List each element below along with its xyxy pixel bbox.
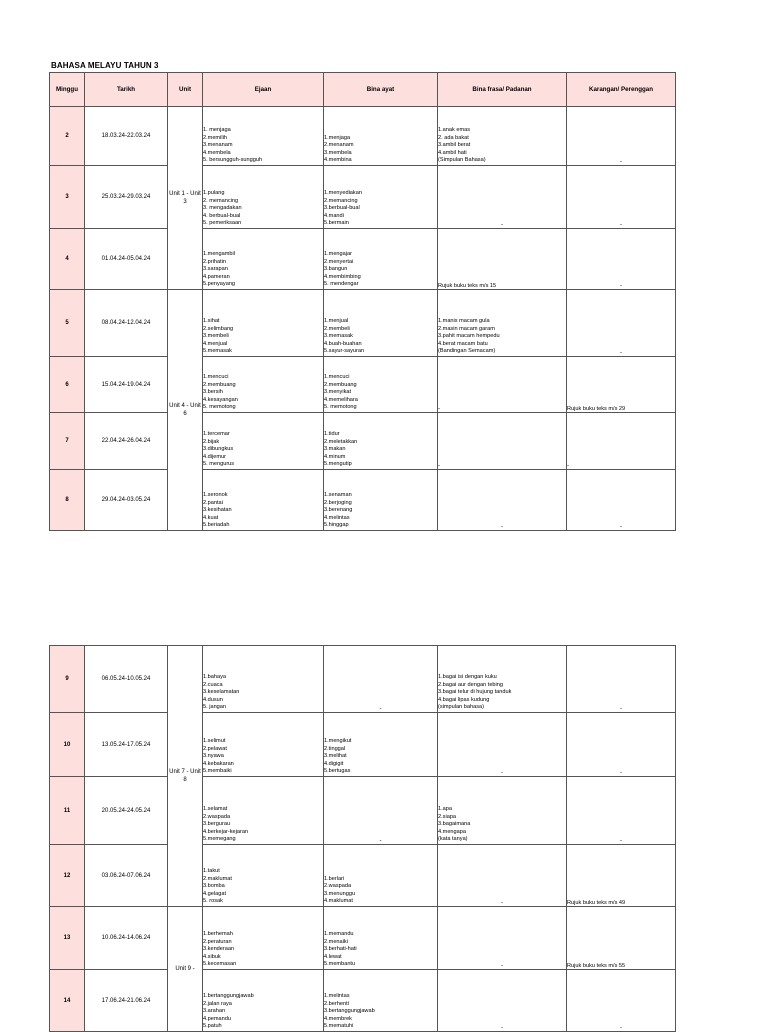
ejaan-cell	[203, 107, 324, 166]
header-bina-frasa: Bina frasa/ Padanan	[438, 73, 567, 107]
bina-frasa-cell: Rujuk buku teks m/s 15	[438, 229, 567, 290]
minggu-cell: 3	[50, 166, 85, 229]
tarikh-cell: 29.04.24-03.05.24	[85, 470, 168, 531]
ejaan-cell-line: 4. berbual-bual	[203, 212, 241, 219]
ejaan-cell-line: 2.pelawat	[203, 745, 227, 752]
ejaan-cell-line: 2. memancing	[203, 197, 239, 204]
bina-ayat-cell-line: 3.menunggu	[324, 890, 356, 897]
bina-ayat-cell-line: 2.berjoging	[324, 499, 352, 506]
bina-ayat-cell-line: 5.bertugas	[324, 768, 351, 775]
tarikh-cell: 20.05.24-24.05.24	[85, 777, 168, 845]
bina-ayat-cell-line: 1.mengajar	[324, 251, 352, 258]
ejaan-cell-line: 2.selimbang	[203, 325, 234, 332]
ejaan-cell	[203, 713, 324, 777]
bina-frasa-cell-line: 1.manis macam gula	[438, 318, 490, 325]
ejaan-cell-line: 1.mencuci	[203, 374, 229, 381]
table-row	[50, 290, 676, 357]
bina-ayat-cell	[324, 229, 438, 290]
ejaan-cell-line: 3.keselamatan	[203, 689, 240, 696]
bina-ayat-cell-line: 1.menyediakan	[324, 190, 362, 197]
unit-cell: Unit 7 - Unit 8	[168, 646, 203, 907]
document-title: BAHASA MELAYU TAHUN 3	[51, 61, 159, 70]
bina-ayat-cell-line: 3.menyikat	[324, 389, 352, 396]
bina-ayat-cell-line: 4.membimbing	[324, 273, 361, 280]
bina-ayat-cell-line: 1.mengikut	[324, 738, 352, 745]
ejaan-cell-line: 3.sarapan	[203, 266, 228, 273]
ejaan-cell-line: 4.kesayangan	[203, 396, 238, 403]
karangan-cell: -	[567, 970, 676, 1032]
ejaan-cell-line: 5.penyayang	[203, 281, 236, 288]
bina-frasa-cell-line: (simpulan bahasa)	[438, 704, 485, 711]
bina-ayat-cell	[324, 970, 438, 1032]
bina-frasa-cell	[438, 646, 567, 713]
ejaan-cell-line: 5.membaiki	[203, 768, 232, 775]
bina-frasa-cell-line: 2.masin macam garam	[438, 325, 495, 332]
bina-ayat-cell-line: 1.memandu	[324, 931, 354, 938]
bina-ayat-cell	[324, 413, 438, 470]
header-minggu: Minggu	[50, 73, 85, 107]
ejaan-cell-line: 3.membeli	[203, 333, 229, 340]
bina-frasa-cell-line: 4.ambil hati	[438, 149, 467, 156]
ejaan-cell-line: 5.beriadah	[203, 522, 230, 529]
table-row	[50, 970, 676, 1032]
bina-frasa-cell-line: 1.apa	[438, 806, 452, 813]
ejaan-cell-line: 5.memasak	[203, 348, 232, 355]
tarikh-cell: 17.06.24-21.06.24	[85, 970, 168, 1032]
ejaan-cell-line: 3.bersih	[203, 389, 223, 396]
bina-ayat-cell-line: 4.membina	[324, 157, 352, 164]
minggu-cell: 4	[50, 229, 85, 290]
bina-ayat-cell-line: 2.berhenti	[324, 1000, 349, 1007]
ejaan-cell-line: 1. menjaga	[203, 127, 231, 134]
bina-ayat-cell-line: 4.membrek	[324, 1015, 352, 1022]
ejaan-cell-line: 5. mengurus	[203, 461, 235, 468]
ejaan-cell	[203, 413, 324, 470]
table-row	[50, 107, 676, 166]
tarikh-cell: 10.06.24-14.06.24	[85, 907, 168, 970]
minggu-cell: 2	[50, 107, 85, 166]
ejaan-cell-line: 2.peraturan	[203, 938, 232, 945]
ejaan-cell-line: 4.berkejar-kejaran	[203, 828, 249, 835]
bina-ayat-cell-line: 1.tidur	[324, 431, 340, 438]
bina-frasa-cell	[438, 107, 567, 166]
bina-ayat-cell: -	[324, 646, 438, 713]
bina-ayat-cell	[324, 107, 438, 166]
ejaan-cell-line: 1.bahaya	[203, 674, 227, 681]
ejaan-cell-line: 3.arahan	[203, 1008, 226, 1015]
bina-ayat-cell	[324, 470, 438, 531]
bina-ayat-cell-line: 5.mengutip	[324, 461, 352, 468]
bina-ayat-cell-line: 5.mematuhi	[324, 1023, 354, 1030]
header-ejaan: Ejaan	[203, 73, 324, 107]
table-row	[50, 845, 676, 907]
bina-ayat-cell-line: 1.melintas	[324, 993, 350, 1000]
bina-frasa-cell-line: (Simpulan Bahasa)	[438, 157, 486, 164]
bina-ayat-cell-line: 2.membuang	[324, 381, 357, 388]
ejaan-cell	[203, 907, 324, 970]
ejaan-cell-line: 2.jalan raya	[203, 1000, 232, 1007]
ejaan-cell-line: 2.pantai	[203, 499, 223, 506]
table-row	[50, 413, 676, 470]
ejaan-cell-line: 1.pulang	[203, 190, 225, 197]
ejaan-cell-line: 1.tercemar	[203, 431, 230, 438]
tarikh-cell: 01.04.24-05.04.24	[85, 229, 168, 290]
ejaan-cell-line: 5.memegang	[203, 836, 236, 843]
ejaan-cell	[203, 290, 324, 357]
ejaan-cell-line: 4.membela	[203, 149, 231, 156]
bina-ayat-cell	[324, 713, 438, 777]
minggu-cell: 6	[50, 357, 85, 413]
bina-ayat-cell-line: 3.memasak	[324, 333, 353, 340]
ejaan-cell	[203, 845, 324, 907]
karangan-cell: Rujuk buku teks m/s 29	[567, 357, 676, 413]
minggu-cell: 5	[50, 290, 85, 357]
bina-ayat-cell	[324, 166, 438, 229]
header-tarikh: Tarikh	[85, 73, 168, 107]
ejaan-cell-line: 4.kuat	[203, 514, 219, 521]
karangan-cell: -	[567, 777, 676, 845]
ejaan-cell-line: 5.kecemasan	[203, 961, 237, 968]
ejaan-cell-line: 2.cuaca	[203, 681, 223, 688]
bina-ayat-cell-line: 2.menyertai	[324, 258, 354, 265]
ejaan-cell-line: 1.selimut	[203, 738, 226, 745]
karangan-cell: -	[567, 107, 676, 166]
ejaan-cell-line: 2.waspada	[203, 813, 231, 820]
ejaan-cell-line: 5. pemeriksaan	[203, 220, 242, 227]
ejaan-cell-line: 1.bertanggungjawab	[203, 993, 254, 1000]
bina-ayat-cell-line: 2.membeli	[324, 325, 350, 332]
header-unit: Unit	[168, 73, 203, 107]
bina-ayat-cell-line: 4.mandi	[324, 212, 344, 219]
bina-ayat-cell-line: 3.membela	[324, 149, 352, 156]
ejaan-cell-line: 2.bijak	[203, 438, 220, 445]
ejaan-cell-line: 4.gelagat	[203, 890, 227, 897]
bina-frasa-cell: -	[438, 970, 567, 1032]
table-row	[50, 166, 676, 229]
tarikh-cell: 18.03.24-22.03.24	[85, 107, 168, 166]
ejaan-cell-line: 4.kebakaran	[203, 760, 234, 767]
table-row	[50, 713, 676, 777]
ejaan-cell-line: 3.bomba	[203, 883, 225, 890]
karangan-cell: Rujuk buku teks m/s 55	[567, 907, 676, 970]
bina-ayat-cell-line: 3.melihat	[324, 753, 347, 760]
bina-ayat-cell-line: 2.menanam	[324, 142, 354, 149]
bina-ayat-cell-line: 2.menaiki	[324, 938, 348, 945]
bina-frasa-cell: -	[438, 357, 567, 413]
bina-ayat-cell	[324, 290, 438, 357]
bina-frasa-cell-line: 4.bagai lipas kudung	[438, 696, 490, 703]
bina-frasa-cell-line: 3.bagai telur di hujung tanduk	[438, 689, 512, 696]
ejaan-cell-line: 4.menjual	[203, 340, 228, 347]
table-row	[50, 646, 676, 713]
bina-ayat-cell-line: 1.senaman	[324, 492, 352, 499]
ejaan-cell-line: 5. jangan	[203, 704, 227, 711]
table-row	[50, 357, 676, 413]
bina-ayat-cell-line: 4.melintas	[324, 514, 350, 521]
minggu-cell: 14	[50, 970, 85, 1032]
bina-ayat-cell-line: 5.sayur-sayuran	[324, 348, 365, 355]
bina-ayat-cell-line: 1.menjaga	[324, 134, 351, 141]
ejaan-cell-line: 3.dibungkus	[203, 446, 234, 453]
bina-ayat-cell-line: 1.berlari	[324, 875, 345, 882]
bina-frasa-cell: -	[438, 166, 567, 229]
ejaan-cell-line: 1.mengambil	[203, 251, 236, 258]
header-karangan: Karangan/ Perenggan	[567, 73, 676, 107]
bina-frasa-cell	[438, 777, 567, 845]
bina-frasa-cell-line: 3.ambil berat	[438, 142, 471, 149]
karangan-cell: -	[567, 290, 676, 357]
table-row	[50, 229, 676, 290]
karangan-cell: Rujuk buku teks m/s 49	[567, 845, 676, 907]
bina-ayat-cell: -	[324, 777, 438, 845]
ejaan-cell	[203, 777, 324, 845]
bina-frasa-cell-line: (kata tanya)	[438, 836, 468, 843]
ejaan-cell-line: 3. mengadakan	[203, 205, 242, 212]
bina-frasa-cell-line: 3.bagaimana	[438, 821, 471, 828]
bina-ayat-cell-line: 4.lewat	[324, 953, 342, 960]
bina-frasa-cell: -	[438, 907, 567, 970]
bina-frasa-cell-line: 4.mengapa	[438, 828, 466, 835]
tarikh-cell: 08.04.24-12.04.24	[85, 290, 168, 357]
table-row	[50, 470, 676, 531]
tarikh-cell: 03.06.24-07.06.24	[85, 845, 168, 907]
bina-frasa-cell-line: 2. ada bakat	[438, 134, 469, 141]
ejaan-cell-line: 5. memotong	[203, 404, 236, 411]
bina-ayat-cell-line: 3.berhati-hati	[324, 946, 357, 953]
bina-ayat-cell-line: 1.menjual	[324, 318, 349, 325]
bina-ayat-cell-line: 3.bertanggungjawab	[324, 1008, 375, 1015]
karangan-cell: -	[567, 646, 676, 713]
ejaan-cell-line: 3.bergurau	[203, 821, 231, 828]
ejaan-cell-line: 1.seronok	[203, 492, 228, 499]
ejaan-cell-line: 4.pameran	[203, 273, 230, 280]
table-row	[50, 777, 676, 845]
bina-ayat-cell-line: 5.membantu	[324, 961, 356, 968]
bina-ayat-cell-line: 4.digigit	[324, 760, 344, 767]
tarikh-cell: 22.04.24-26.04.24	[85, 413, 168, 470]
bina-ayat-cell-line: 2.meletakkan	[324, 438, 358, 445]
ejaan-cell-line: 1.selamat	[203, 806, 228, 813]
ejaan-cell	[203, 970, 324, 1032]
bina-ayat-cell-line: 4.buah-buahan	[324, 340, 362, 347]
bina-ayat-cell-line: 4.minum	[324, 453, 346, 460]
ejaan-cell	[203, 646, 324, 713]
bina-frasa-cell: -	[438, 470, 567, 531]
bina-frasa-cell-line: 3.pahit macam hempedu	[438, 333, 500, 340]
ejaan-cell-line: 1.takut	[203, 868, 220, 875]
ejaan-cell-line: 1.berhemah	[203, 931, 233, 938]
karangan-cell: -	[567, 413, 676, 470]
ejaan-cell-line: 5. bersungguh-sungguh	[203, 157, 263, 164]
minggu-cell: 11	[50, 777, 85, 845]
tarikh-cell: 13.05.24-17.05.24	[85, 713, 168, 777]
unit-cell: Unit 1 - Unit 3	[168, 107, 203, 290]
ejaan-cell-line: 3.nyawa	[203, 753, 224, 760]
bina-frasa-cell: -	[438, 413, 567, 470]
bina-frasa-cell-line: 4.berat macam batu	[438, 340, 488, 347]
ejaan-cell-line: 4.dusun	[203, 696, 223, 703]
minggu-cell: 7	[50, 413, 85, 470]
bina-ayat-cell-line: 5. mendengar	[324, 281, 359, 288]
tarikh-cell: 06.05.24-10.05.24	[85, 646, 168, 713]
ejaan-cell	[203, 166, 324, 229]
schedule-table-1	[49, 72, 676, 531]
minggu-cell: 8	[50, 470, 85, 531]
bina-frasa-cell: -	[438, 713, 567, 777]
header-bina-ayat: Bina ayat	[324, 73, 438, 107]
ejaan-cell	[203, 229, 324, 290]
bina-ayat-cell-line: 3.bangun	[324, 266, 348, 273]
bina-ayat-cell	[324, 907, 438, 970]
ejaan-cell-line: 5.patuh	[203, 1023, 222, 1030]
ejaan-cell-line: 3.menanam	[203, 142, 233, 149]
bina-ayat-cell-line: 5.hinggap	[324, 522, 349, 529]
bina-ayat-cell-line: 2.waspada	[324, 883, 352, 890]
karangan-cell: -	[567, 166, 676, 229]
bina-ayat-cell-line: 2.memancing	[324, 197, 358, 204]
ejaan-cell-line: 2.maklumat	[203, 875, 232, 882]
bina-frasa-cell-line: (Bandingan Semacam)	[438, 348, 496, 355]
ejaan-cell-line: 2.prihatin	[203, 258, 227, 265]
ejaan-cell-line: 4.dijemur	[203, 453, 227, 460]
bina-ayat-cell-line: 3.berenang	[324, 507, 353, 514]
minggu-cell: 9	[50, 646, 85, 713]
bina-ayat-cell-line: 3.makan	[324, 446, 346, 453]
bina-ayat-cell-line: 1.mencuci	[324, 374, 350, 381]
bina-frasa-cell-line: 1.anak emas	[438, 127, 471, 134]
bina-frasa-cell-line: 2.siapa	[438, 813, 457, 820]
karangan-cell: -	[567, 713, 676, 777]
bina-ayat-cell-line: 3.berbual-bual	[324, 205, 360, 212]
unit-cell: Unit 4 - Unit 6	[168, 290, 203, 531]
ejaan-cell	[203, 357, 324, 413]
ejaan-cell-line: 1.sihat	[203, 318, 220, 325]
schedule-table-2	[49, 645, 676, 1032]
bina-ayat-cell	[324, 357, 438, 413]
minggu-cell: 12	[50, 845, 85, 907]
tarikh-cell: 25.03.24-29.03.24	[85, 166, 168, 229]
bina-frasa-cell	[438, 290, 567, 357]
bina-frasa-cell: -	[438, 845, 567, 907]
minggu-cell: 13	[50, 907, 85, 970]
bina-frasa-cell-line: 2.bagai aur dengan tebing	[438, 681, 504, 688]
bina-ayat-cell-line: 4.memelihara	[324, 396, 358, 403]
ejaan-cell-line: 4.pemandu	[203, 1015, 231, 1022]
minggu-cell: 10	[50, 713, 85, 777]
header-row	[50, 73, 676, 107]
table-row	[50, 907, 676, 970]
unit-cell: Unit 9 -	[168, 907, 203, 1032]
bina-ayat-cell-line: 5. memotong	[324, 404, 357, 411]
ejaan-cell-line: 2.membuang	[203, 381, 236, 388]
karangan-cell: -	[567, 229, 676, 290]
bina-ayat-cell-line: 4.maklumat	[324, 898, 353, 905]
bina-ayat-cell-line: 5.bermain	[324, 220, 349, 227]
ejaan-cell-line: 2.memilih	[203, 134, 227, 141]
ejaan-cell-line: 4.sibuk	[203, 953, 221, 960]
tarikh-cell: 15.04.24-19.04.24	[85, 357, 168, 413]
ejaan-cell-line: 3.kesihatan	[203, 507, 232, 514]
ejaan-cell-line: 5. rosak	[203, 898, 223, 905]
bina-ayat-cell	[324, 845, 438, 907]
karangan-cell: -	[567, 470, 676, 531]
bina-frasa-cell-line: 1.bagai isi dengan kuku	[438, 674, 497, 681]
ejaan-cell-line: 3.kenderaan	[203, 946, 235, 953]
bina-ayat-cell-line: 2.tinggal	[324, 745, 346, 752]
ejaan-cell	[203, 470, 324, 531]
